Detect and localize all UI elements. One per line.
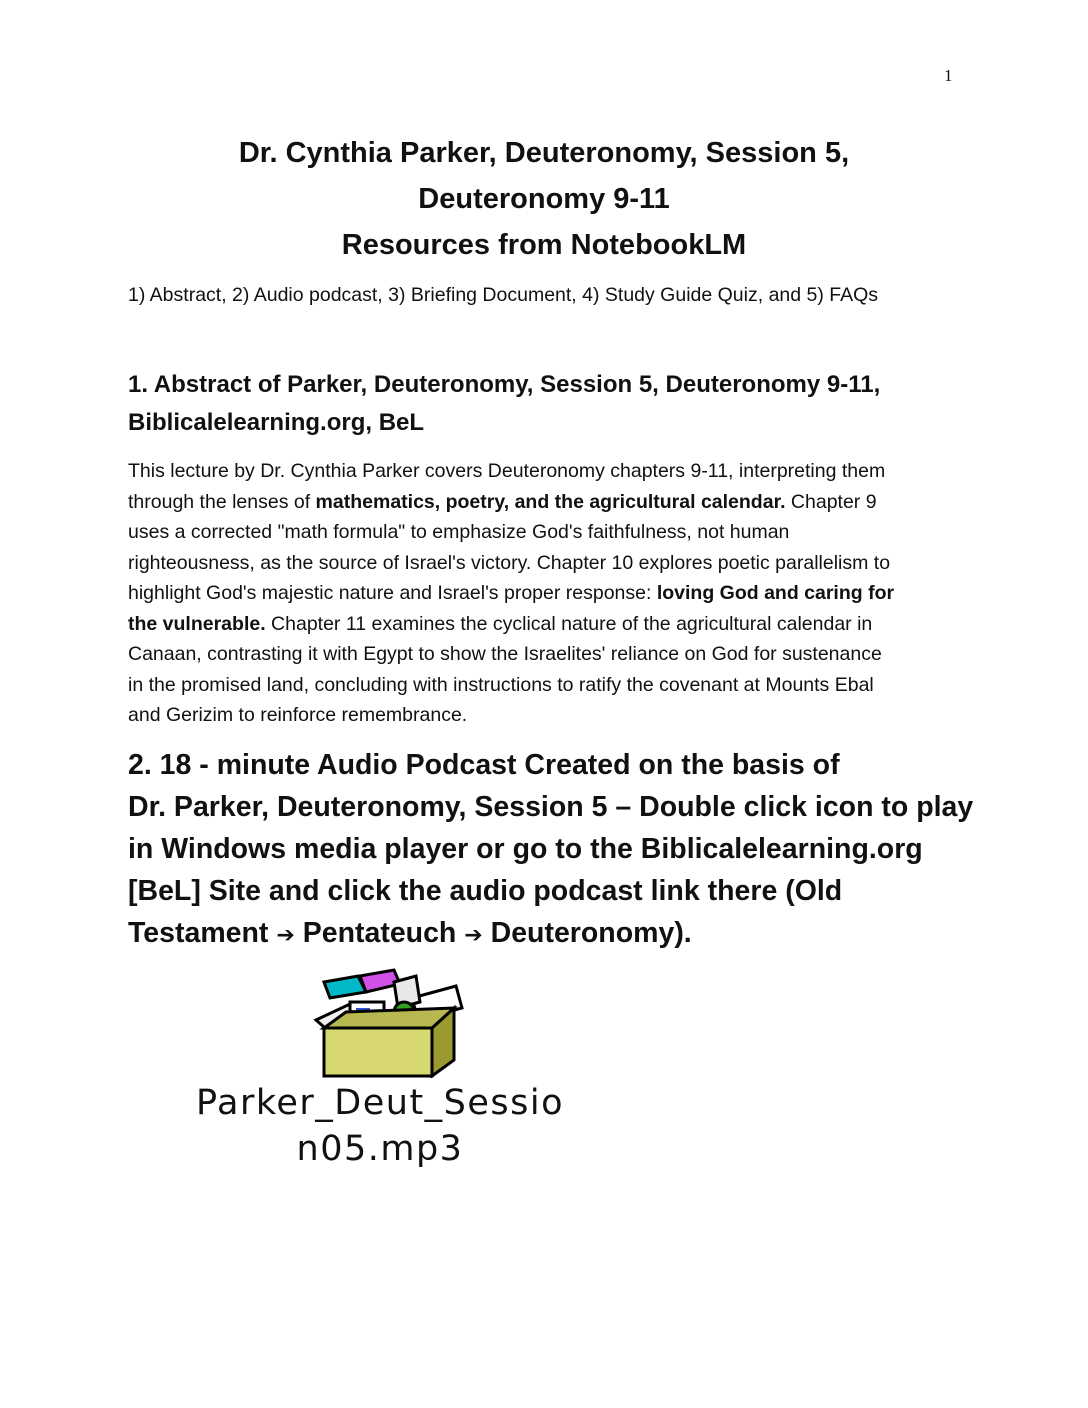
arrow-right-icon: ➔ [464, 923, 483, 948]
section-2-text: Deuteronomy). [482, 917, 692, 949]
abstract-text: through the lenses of [128, 490, 316, 513]
abstract-line [128, 609, 958, 640]
abstract-line: in the promised land, concluding with instructions to ratify the covenant at Mounts Ebal [128, 673, 874, 696]
abstract-bold-text: loving God and caring for [656, 582, 895, 604]
abstract-text: Chapter 11 examines the cyclical nature of the agricultural calendar in [265, 612, 873, 635]
title-line-3: Resources from NotebookLM [341, 229, 747, 261]
abstract-bold-text: the vulnerable. [128, 612, 266, 635]
title-line-2: Deuteronomy 9-11 [418, 183, 670, 215]
section-1-heading-line-1: 1. Abstract of Parker, Deuteronomy, Session 5, Deuteronomy 9-11, [128, 371, 881, 398]
section-2-text: Testament [128, 917, 277, 949]
section-2-line: 2. 18 - minute Audio Podcast Created on the basis of [128, 749, 840, 781]
page-number: 1 [944, 66, 953, 85]
abstract-text: highlight God's majestic nature and Israel's proper response: [128, 582, 657, 604]
section-2-heading [128, 744, 988, 957]
section-2-line [128, 912, 988, 957]
contents-line: 1) Abstract, 2) Audio podcast, 3) Briefing Document, 4) Study Guide Quiz, and 5) FAQs [128, 284, 879, 306]
section-2-line: [BeL] Site and click the audio podcast link there (Old [128, 875, 843, 907]
filename-line-2: n05.mp3 [296, 1129, 464, 1169]
arrow-right-icon: ➔ [276, 923, 295, 948]
section-2-text: Pentateuch [294, 917, 465, 949]
abstract-line: This lecture by Dr. Cynthia Parker covers Deuteronomy chapters 9-11, interpreting them [128, 460, 886, 482]
abstract-line: Canaan, contrasting it with Egypt to show the Israelites' reliance on God for sustenance [128, 643, 882, 665]
abstract-line [128, 578, 958, 609]
abstract-line [128, 487, 958, 518]
abstract-paragraph [128, 456, 958, 731]
filename-line-1: Parker_Deut_Sessio [195, 1083, 565, 1123]
section-1-heading [128, 366, 968, 442]
section-2-line: Dr. Parker, Deuteronomy, Session 5 – Double click icon to play [128, 791, 974, 823]
abstract-line: uses a corrected "math formula" to emphasize God's faithfulness, not human [128, 521, 790, 543]
audio-package-icon[interactable] [306, 968, 472, 1078]
abstract-line: and Gerizim to reinforce remembrance. [128, 704, 468, 726]
section-2-line: in Windows media player or go to the Biblicalelearning.org [128, 833, 923, 865]
abstract-bold-text: mathematics, poetry, and the agricultural calendar. [315, 490, 786, 513]
document-title [0, 130, 1088, 268]
attachment-filename[interactable] [120, 1080, 640, 1172]
section-1-heading-line-2: Biblicalelearning.org, BeL [128, 409, 425, 436]
abstract-text: Chapter 9 [785, 490, 877, 513]
title-line-1: Dr. Cynthia Parker, Deuteronomy, Session 5, [238, 137, 850, 169]
abstract-line: righteousness, as the source of Israel's victory. Chapter 10 explores poetic parallelism to [128, 551, 891, 574]
